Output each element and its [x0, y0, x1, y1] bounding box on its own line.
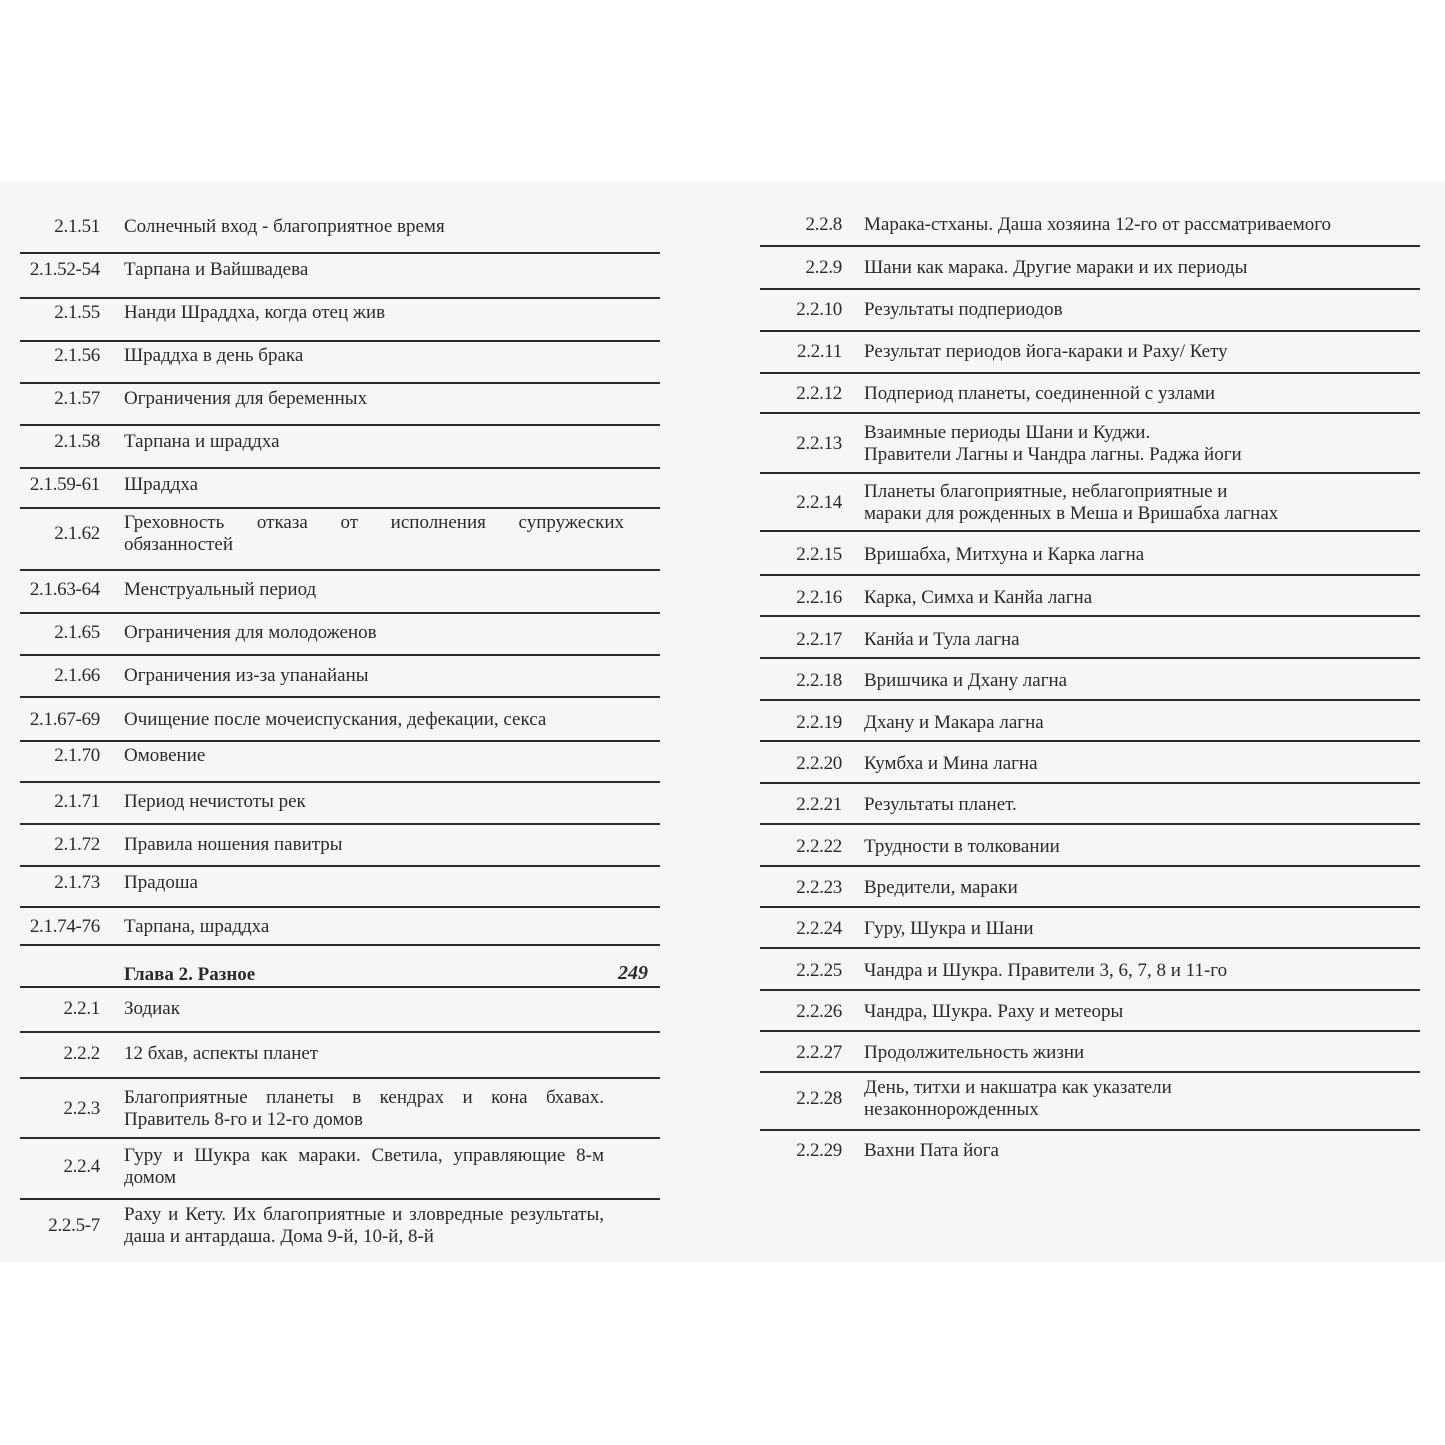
row-divider [760, 823, 1420, 825]
book-spread [0, 182, 1445, 1262]
toc-entry-title-line2: мараки для рожденных в Меша и Вришабха лагнах [864, 503, 1279, 524]
toc-entry-number: 2.2.16 [796, 587, 842, 608]
toc-entry-number: 2.2.1 [63, 998, 100, 1019]
toc-entry-title: Зодиак [124, 998, 180, 1019]
row-divider [760, 699, 1420, 701]
row-divider [20, 507, 660, 509]
toc-entry-number: 2.2.17 [796, 629, 842, 650]
row-divider [20, 1077, 660, 1079]
toc-entry-title: Карка, Симха и Канйа лагна [864, 587, 1093, 608]
row-divider [760, 330, 1420, 332]
toc-entry-number: 2.2.12 [796, 383, 842, 404]
row-divider [20, 740, 660, 742]
row-divider [20, 1198, 660, 1200]
toc-entry-title: Омовение [124, 745, 206, 766]
toc-entry-number: 2.1.58 [54, 431, 100, 452]
toc-entry-title: Шраддха [124, 474, 199, 495]
row-divider [20, 382, 660, 384]
toc-entry-title: Шраддха в день брака [124, 345, 304, 366]
toc-entry-title: Планеты благоприятные, неблагоприятные и [864, 481, 1228, 502]
toc-entry-number: 2.2.24 [796, 918, 842, 939]
row-divider [20, 340, 660, 342]
toc-entry-title: Дхану и Макара лагна [864, 712, 1044, 733]
toc-entry-number: 2.2.10 [796, 299, 842, 320]
toc-entry-title: Марака-стханы. Даша хозяина 12-го от рассматриваемого [864, 214, 1332, 235]
row-divider [760, 1030, 1420, 1032]
toc-entry-number: 2.2.23 [796, 877, 842, 898]
row-divider [760, 574, 1420, 576]
toc-entry-number: 2.1.55 [54, 302, 100, 323]
toc-entry-number: 2.1.73 [54, 872, 100, 893]
toc-entry-title-line2: незаконнорожденных [864, 1099, 1039, 1120]
row-divider [760, 1129, 1420, 1131]
row-divider [760, 288, 1420, 290]
toc-entry-number: 2.1.70 [54, 745, 100, 766]
toc-entry-number: 2.1.56 [54, 345, 100, 366]
row-divider [760, 615, 1420, 617]
toc-entry-number: 2.2.8 [805, 214, 842, 235]
toc-entry-title: День, титхи и накшатра как указатели [864, 1077, 1172, 1098]
toc-entry-title: Тарпана, шраддха [124, 916, 270, 937]
toc-entry-number: 2.1.63-64 [29, 579, 100, 600]
toc-entry-title: Результат периодов йога-караки и Раху/ Кету [864, 341, 1228, 362]
toc-entry-number: 2.2.26 [796, 1001, 842, 1022]
row-divider [20, 1031, 660, 1033]
toc-entry-title: Канйа и Тула лагна [864, 629, 1020, 650]
toc-entry-number: 2.1.59-61 [29, 474, 100, 495]
toc-entry-number: 2.2.4 [63, 1156, 100, 1177]
toc-entry-number: 2.1.74-76 [29, 916, 100, 937]
toc-entry-number: 2.2.2 [63, 1043, 100, 1064]
toc-entry-number: 2.2.19 [796, 712, 842, 733]
row-divider [20, 1137, 660, 1139]
toc-entry-title: Греховность отказа от исполнения супружеских обязанностей [124, 512, 624, 555]
row-divider [760, 782, 1420, 784]
toc-entry-number: 2.2.21 [796, 794, 842, 815]
toc-entry-number: 2.1.66 [54, 665, 100, 686]
toc-entry-number: 2.2.20 [796, 753, 842, 774]
toc-entry-number: 2.2.9 [805, 257, 842, 278]
row-divider [20, 906, 660, 908]
toc-entry-title: Менструальный период [124, 579, 317, 600]
toc-entry-number: 2.2.3 [63, 1098, 100, 1119]
toc-entry-number: 2.2.18 [796, 670, 842, 691]
toc-entry-title: Взаимные периоды Шани и Куджи. [864, 422, 1151, 443]
toc-entry-number: 2.1.71 [54, 791, 100, 812]
row-divider [760, 657, 1420, 659]
toc-entry-number: 2.2.28 [796, 1088, 842, 1109]
row-divider [760, 989, 1420, 991]
toc-entry-title: Ограничения из-за упанайаны [124, 665, 369, 686]
row-divider [20, 297, 660, 299]
toc-entry-title: 12 бхав, аспекты планет [124, 1043, 319, 1064]
toc-entry-title: Ограничения для молодоженов [124, 622, 377, 643]
row-divider [20, 781, 660, 783]
toc-entry-title: Вредители, мараки [864, 877, 1018, 898]
toc-entry-number: 2.2.5-7 [48, 1215, 100, 1236]
row-divider [20, 654, 660, 656]
toc-entry-title: Вахни Пата йога [864, 1140, 999, 1161]
toc-entry-title: Гуру и Шукра как мараки. Светила, управляющие 8-м домом [124, 1145, 604, 1188]
row-divider [20, 252, 660, 254]
toc-entry-number: 2.2.14 [796, 492, 842, 513]
toc-entry-number: 2.2.29 [796, 1140, 842, 1161]
row-divider [760, 472, 1420, 474]
toc-entry-title: Солнечный вход - благоприятное время [124, 216, 445, 237]
row-divider [20, 944, 660, 946]
toc-entry-title: Нанди Шраддха, когда отец жив [124, 302, 386, 323]
chapter-title: Глава 2. Разное [124, 964, 256, 985]
toc-entry-number: 2.1.57 [54, 388, 100, 409]
row-divider [760, 947, 1420, 949]
toc-entry-number: 2.1.67-69 [29, 709, 100, 730]
toc-entry-title: Результаты планет. [864, 794, 1017, 815]
toc-entry-title: Раху и Кету. Их благоприятные и зловредные результаты, даша и антардаша. Дома 9-й, 10-й, 8-й [124, 1204, 604, 1247]
row-divider [20, 696, 660, 698]
toc-entry-number: 2.2.11 [797, 341, 842, 362]
toc-entry-title: Чандра и Шукра. Правители 3, 6, 7, 8 и 11-го [864, 960, 1228, 981]
toc-entry-number: 2.1.65 [54, 622, 100, 643]
toc-entry-title: Прадоша [124, 872, 198, 893]
toc-entry-title: Подпериод планеты, соединенной с узлами [864, 383, 1216, 404]
toc-entry-title: Вришчика и Дхану лагна [864, 670, 1068, 691]
toc-entry-title: Шани как марака. Другие мараки и их периоды [864, 257, 1248, 278]
row-divider [20, 612, 660, 614]
chapter-page-number: 249 [618, 962, 648, 984]
row-divider [760, 372, 1420, 374]
toc-entry-title: Благоприятные планеты в кендрах и кона бхавах. Правитель 8-го и 12-го домов [124, 1087, 604, 1130]
toc-entry-number: 2.1.72 [54, 834, 100, 855]
toc-entry-title: Кумбха и Мина лагна [864, 753, 1038, 774]
toc-entry-title: Очищение после мочеиспускания, дефекации, секса [124, 709, 547, 730]
toc-entry-title: Результаты подпериодов [864, 299, 1063, 320]
row-divider [20, 865, 660, 867]
toc-entry-title: Трудности в толковании [864, 836, 1060, 857]
right-page [760, 182, 1420, 1262]
row-divider [760, 530, 1420, 532]
toc-entry-title: Продолжительность жизни [864, 1042, 1085, 1063]
toc-entry-number: 2.1.51 [54, 216, 100, 237]
toc-entry-title: Вришабха, Митхуна и Карка лагна [864, 544, 1145, 565]
toc-entry-title: Правила ношения павитры [124, 834, 343, 855]
toc-entry-number: 2.2.22 [796, 836, 842, 857]
toc-entry-number: 2.2.15 [796, 544, 842, 565]
toc-entry-title: Тарпана и шраддха [124, 431, 280, 452]
toc-entry-number: 2.2.27 [796, 1042, 842, 1063]
row-divider [20, 986, 660, 988]
row-divider [20, 467, 660, 469]
toc-entry-title-line2: Правители Лагны и Чандра лагны. Раджа йоги [864, 444, 1242, 465]
row-divider [760, 740, 1420, 742]
toc-entry-title: Гуру, Шукра и Шани [864, 918, 1034, 939]
row-divider [760, 906, 1420, 908]
row-divider [20, 823, 660, 825]
row-divider [760, 412, 1420, 414]
toc-entry-title: Тарпана и Вайшвадева [124, 259, 309, 280]
row-divider [20, 424, 660, 426]
left-page [20, 182, 660, 1262]
toc-entry-number: 2.2.25 [796, 960, 842, 981]
toc-entry-number: 2.1.62 [54, 523, 100, 544]
row-divider [760, 245, 1420, 247]
toc-entry-title: Чандра, Шукра. Раху и метеоры [864, 1001, 1124, 1022]
row-divider [760, 865, 1420, 867]
toc-entry-title: Период нечистоты рек [124, 791, 306, 812]
row-divider [760, 1071, 1420, 1073]
toc-entry-title: Ограничения для беременных [124, 388, 368, 409]
toc-entry-number: 2.2.13 [796, 433, 842, 454]
row-divider [20, 569, 660, 571]
toc-entry-number: 2.1.52-54 [29, 259, 100, 280]
